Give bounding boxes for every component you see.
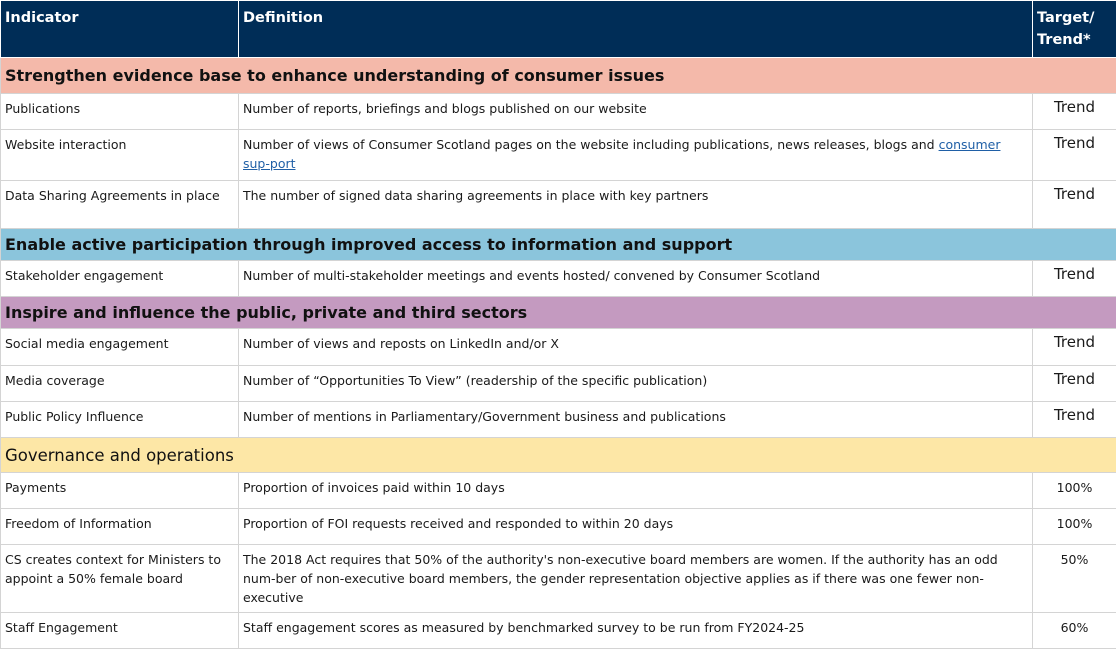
section-row — [1, 297, 1116, 329]
table-row — [1, 130, 1116, 181]
definition-cell — [239, 130, 1033, 181]
consumer-support-link[interactable]: consumer sup-port — [243, 137, 1000, 171]
indicator-cell: Data Sharing Agreements in place — [1, 181, 239, 229]
indicator-cell: Stakeholder engagement — [1, 261, 239, 297]
table-row — [1, 545, 1116, 613]
indicator-cell: Website interaction — [1, 130, 239, 181]
target-cell: 100% — [1033, 473, 1116, 509]
indicator-cell: Media coverage — [1, 366, 239, 402]
section-heading: Strengthen evidence base to enhance understanding of consumer issues — [1, 58, 1116, 94]
table-row — [1, 509, 1116, 545]
indicator-cell: CS creates context for Ministers to appoint a 50% female board — [1, 545, 239, 613]
definition-cell: The number of signed data sharing agreements in place with key partners — [239, 181, 1033, 229]
target-cell: 50% — [1033, 545, 1116, 613]
indicator-cell: Public Policy Influence — [1, 402, 239, 438]
table-row — [1, 181, 1116, 229]
indicator-cell: Social media engagement — [1, 329, 239, 366]
definition-cell: Number of mentions in Parliamentary/Government business and publications — [239, 402, 1033, 438]
indicator-cell: Publications — [1, 94, 239, 130]
target-cell: Trend — [1033, 94, 1116, 130]
target-cell: Trend — [1033, 261, 1116, 297]
definition-cell: Number of views and reposts on LinkedIn and/or X — [239, 329, 1033, 366]
definition-text: Number of views of Consumer Scotland pages on the website including publications, news releases, blogs and — [243, 137, 939, 152]
definition-cell: Number of reports, briefings and blogs published on our website — [239, 94, 1033, 130]
table-row — [1, 613, 1116, 649]
target-cell: Trend — [1033, 329, 1116, 366]
header-indicator: Indicator — [1, 1, 239, 58]
table-row — [1, 473, 1116, 509]
table-row — [1, 94, 1116, 130]
section-heading: Enable active participation through improved access to information and support — [1, 229, 1116, 261]
definition-cell: Staff engagement scores as measured by benchmarked survey to be run from FY2024-25 — [239, 613, 1033, 649]
table-row — [1, 366, 1116, 402]
target-cell: Trend — [1033, 181, 1116, 229]
definition-cell: Number of “Opportunities To View” (readership of the specific publication) — [239, 366, 1033, 402]
header-target-line2: Trend* — [1037, 32, 1091, 48]
target-cell: Trend — [1033, 366, 1116, 402]
section-row — [1, 58, 1116, 94]
definition-cell: Number of multi-stakeholder meetings and events hosted/ convened by Consumer Scotland — [239, 261, 1033, 297]
section-row — [1, 438, 1116, 473]
header-definition: Definition — [239, 1, 1033, 58]
definition-cell: Proportion of FOI requests received and responded to within 20 days — [239, 509, 1033, 545]
section-row — [1, 229, 1116, 261]
table-row — [1, 329, 1116, 366]
definition-cell: The 2018 Act requires that 50% of the authority's non-executive board members are women. If the authority has an odd num-ber of non-executive board members, the gender representation objective applies as if there was one fewer non-executive — [239, 545, 1033, 613]
target-cell: Trend — [1033, 130, 1116, 181]
target-cell: 60% — [1033, 613, 1116, 649]
section-heading: Governance and operations — [1, 438, 1116, 473]
header-target-line1: Target/ — [1037, 10, 1094, 26]
header-target-trend — [1033, 1, 1116, 58]
target-cell: Trend — [1033, 402, 1116, 438]
indicator-cell: Freedom of Information — [1, 509, 239, 545]
definition-cell: Proportion of invoices paid within 10 days — [239, 473, 1033, 509]
indicator-cell: Staff Engagement — [1, 613, 239, 649]
table-row — [1, 402, 1116, 438]
table-header-row — [1, 1, 1116, 58]
indicator-cell: Payments — [1, 473, 239, 509]
section-heading: Inspire and influence the public, private and third sectors — [1, 297, 1116, 329]
target-cell: 100% — [1033, 509, 1116, 545]
table-row — [1, 261, 1116, 297]
